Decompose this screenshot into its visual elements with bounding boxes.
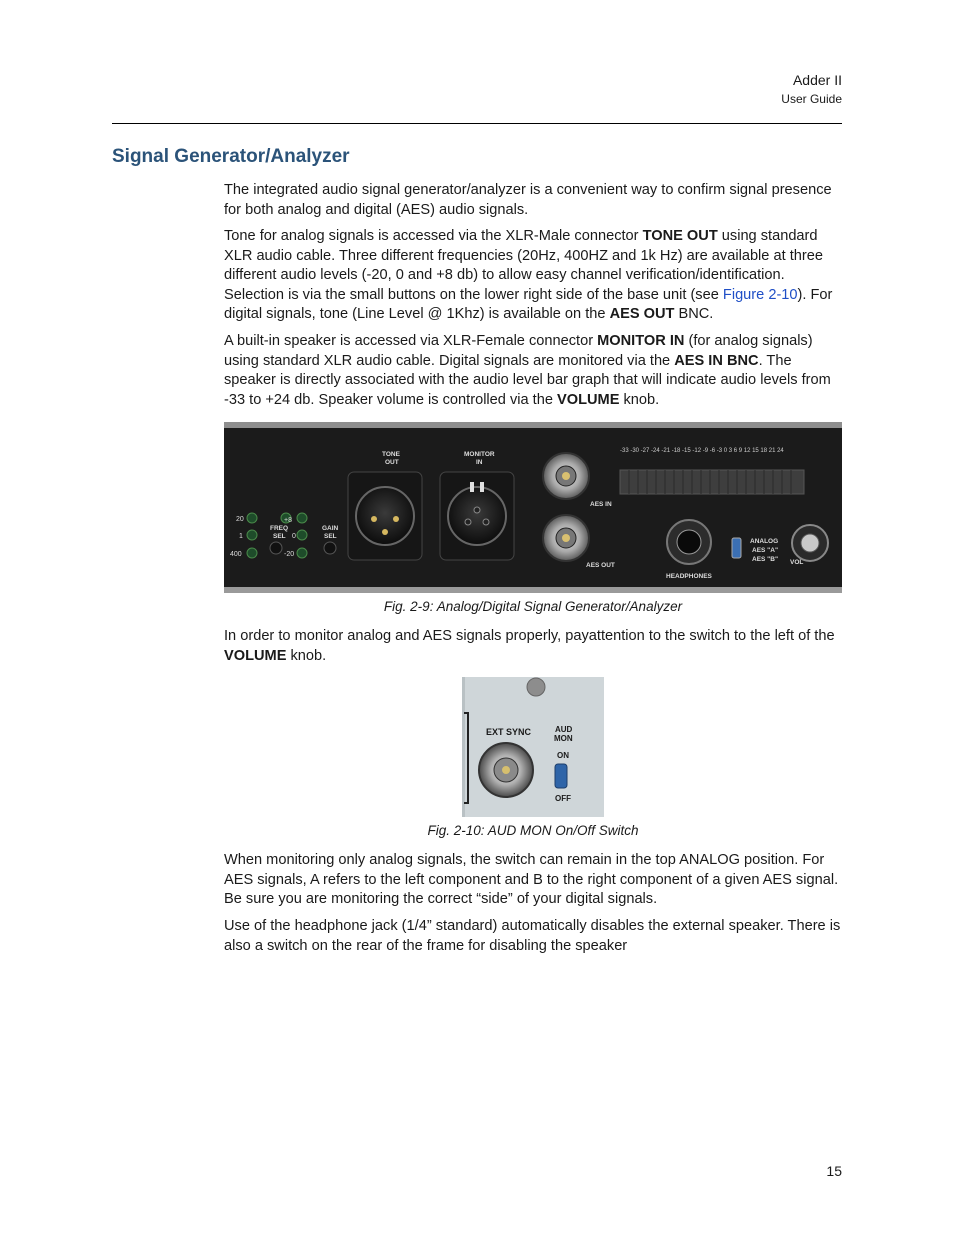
bold-tone-out: TONE OUT (642, 228, 718, 244)
headphones-jack (667, 520, 711, 564)
label-level-20: 20 (236, 516, 244, 523)
monitor-in-connector (440, 472, 514, 560)
label-ext-sync: EXT SYNC (486, 727, 532, 737)
paragraph-switch (224, 627, 844, 666)
aud-mon-switch (555, 764, 567, 788)
paragraph-monitor-in (224, 332, 844, 410)
label-tone: TONE (382, 451, 400, 458)
label-level-plus8: +8 (284, 517, 292, 524)
page-number: 15 (826, 1163, 842, 1179)
label-freq-sel-2: SEL (273, 533, 286, 540)
label-tone-out: OUT (385, 459, 399, 466)
paragraph-tone-out (224, 227, 844, 325)
label-aes-a: AES "A" (752, 547, 779, 554)
label-monitor-in: IN (476, 459, 483, 466)
text-run: Tone for analog signals is accessed via the XLR-Male connector (224, 228, 643, 244)
text-run: A built-in speaker is accessed via XLR-Female connector (224, 333, 598, 349)
label-off: OFF (555, 794, 571, 803)
label-analog: ANALOG (750, 538, 779, 545)
bold-monitor-in: MONITOR IN (597, 333, 685, 349)
label-headphones: HEADPHONES (666, 573, 712, 580)
bold-volume-2: VOLUME (224, 647, 287, 664)
level-meter (620, 470, 804, 494)
bold-aes-out: AES OUT (609, 306, 675, 322)
ext-sync-bnc (479, 743, 533, 797)
paragraph-analog-aes: When monitoring only analog signals, the switch can remain in the top ANALOG position. For AES signals, A refers to the left component and B to the right component of a given AES signal. Be sure you are monitoring the correct “side” of your digital signals. (224, 852, 839, 907)
volume-knob (792, 525, 828, 561)
bold-volume: VOLUME (557, 391, 620, 408)
text-run: (for analog signals) using standard XLR audio cable. Digital signals are monitored via the (224, 333, 813, 369)
text-run: BNC. (674, 306, 714, 322)
bold-aes-in-bnc: AES IN BNC (674, 352, 759, 369)
label-monitor: MONITOR (464, 451, 495, 458)
paragraph-intro: The integrated audio signal generator/analyzer is a convenient way to confirm signal presence for both analog and digital (AES) audio signals. (224, 182, 832, 218)
monitor-select-switch (732, 538, 741, 558)
label-gain-sel: GAIN (322, 525, 339, 532)
label-level-400: 400 (230, 551, 242, 558)
text-run: using standard XLR audio cable. Three different frequencies (20Hz, 400HZ and 1k Hz) are available at three different audio levels (-20, 0 and +8 db) to allow easy channel verification/identification. Selection is via the small buttons on the lower right side of the base unit (see (224, 228, 823, 303)
figure-2-10-caption: Fig. 2-10: AUD MON On/Off Switch (427, 823, 639, 838)
tone-out-connector (348, 472, 422, 560)
figure-2-9-caption: Fig. 2-9: Analog/Digital Signal Generator/Analyzer (383, 599, 683, 614)
label-aud: AUD (555, 725, 573, 734)
aes-in-bnc (543, 453, 589, 499)
label-level-0: 0 (292, 533, 296, 540)
figure-2-10-link[interactable]: Figure 2-10 (722, 286, 798, 303)
label-aes-b: AES "B" (752, 556, 779, 563)
paragraph-headphone: Use of the headphone jack (1/4” standard) automatically disables the external speaker. There is also a switch on the rear of the frame for disabling the speaker (224, 918, 841, 954)
label-aes-in: AES IN (590, 501, 612, 508)
aes-out-bnc (543, 515, 589, 561)
header-rule (112, 123, 842, 124)
label-freq-sel: FREQ (270, 525, 289, 532)
meter-scale-label: -33 -30 -27 -24 -21 -18 -15 -12 -9 -6 -3 0 3 6 9 12 15 18 21 24 (620, 448, 784, 454)
text-run: . The speaker is directly associated with the audio level bar graph that will indicate audio levels from -33 to +24 db. Speaker volume is controlled via the (224, 352, 831, 408)
label-gain-sel-2: SEL (324, 533, 337, 540)
header-product-name: Adder II (792, 72, 842, 88)
figure-switch-photo (462, 677, 604, 817)
label-volume: VOL (790, 559, 804, 566)
section-title: Signal Generator/Analyzer (112, 146, 350, 167)
label-aes-out: AES OUT (586, 562, 615, 569)
text-run: knob. (619, 391, 660, 408)
label-level-1: 1 (239, 533, 243, 540)
label-mon: MON (554, 734, 573, 743)
figure-panel-photo (224, 422, 842, 593)
text-run: ). For digital signals, tone (Line Level @ 1Khz) is available on the (224, 286, 833, 322)
header-guide-name: User Guide (781, 92, 842, 106)
label-level-minus20: -20 (284, 551, 295, 558)
text-run: In order to monitor analog and AES signals properly, payattention to the switch to the left of the (224, 628, 835, 644)
text-run: knob. (286, 647, 327, 664)
label-on: ON (557, 751, 569, 760)
